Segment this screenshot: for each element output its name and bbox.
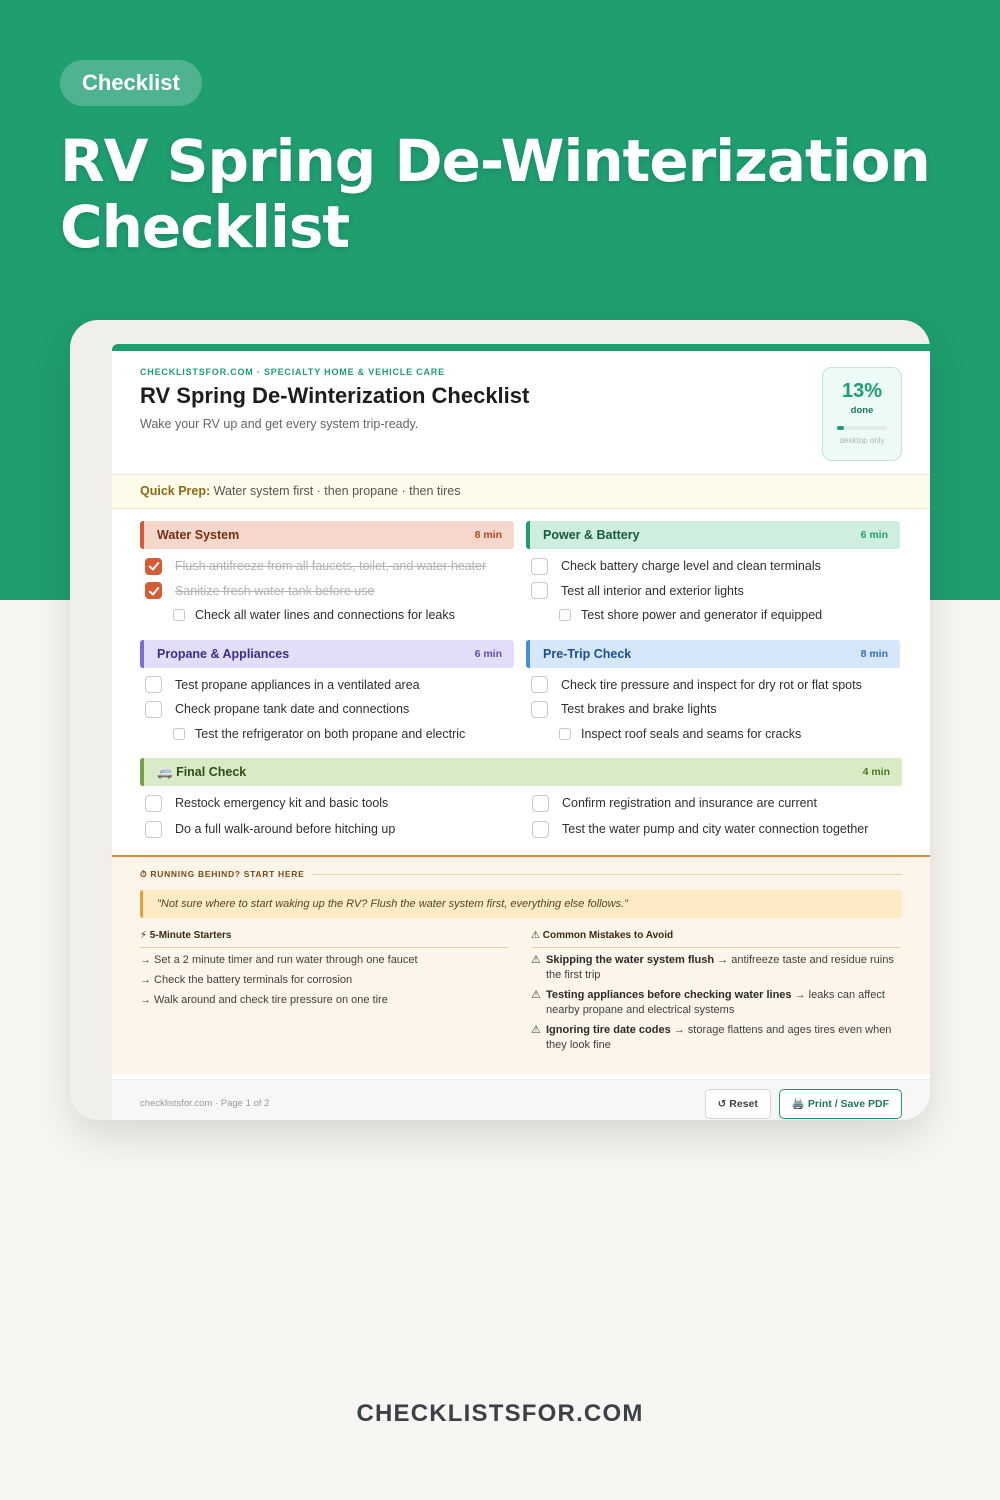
checklist-item[interactable] bbox=[526, 554, 900, 579]
progress-label: done bbox=[850, 405, 874, 416]
section-header bbox=[526, 521, 900, 549]
section-propane-appliances bbox=[140, 640, 514, 747]
warning-icon: ⚠ bbox=[531, 954, 541, 966]
checkbox[interactable] bbox=[531, 676, 548, 693]
checklist-item[interactable] bbox=[140, 603, 514, 628]
quick-prep-bar bbox=[112, 475, 930, 509]
running-behind-label bbox=[140, 869, 902, 880]
section-title: Power & Battery bbox=[543, 528, 640, 542]
checkbox-checked[interactable] bbox=[145, 558, 162, 575]
rv-icon: 🚐 bbox=[157, 764, 173, 779]
item-label: Inspect roof seals and seams for cracks bbox=[581, 726, 802, 741]
reset-button[interactable]: ↺ Reset bbox=[705, 1089, 771, 1119]
checkbox[interactable] bbox=[532, 821, 549, 838]
checkbox[interactable] bbox=[145, 701, 162, 718]
item-label: Test shore power and generator if equipped bbox=[581, 608, 823, 623]
checklist-item[interactable] bbox=[526, 697, 900, 722]
checklist-card bbox=[112, 344, 930, 1120]
checkbox[interactable] bbox=[145, 821, 162, 838]
item-label: Test propane appliances in a ventilated area bbox=[175, 677, 420, 692]
print-pdf-button[interactable]: 🖨️ Print / Save PDF bbox=[779, 1089, 902, 1119]
checklist-item[interactable] bbox=[140, 673, 514, 698]
item-label: Do a full walk-around before hitching up bbox=[175, 822, 396, 836]
item-label: Confirm registration and insurance are current bbox=[562, 796, 817, 810]
checkbox[interactable] bbox=[173, 609, 185, 621]
checkbox[interactable] bbox=[145, 676, 162, 693]
checkbox-checked[interactable] bbox=[145, 582, 162, 599]
checklist-item[interactable] bbox=[140, 579, 514, 604]
sections-area bbox=[112, 509, 930, 842]
mistakes-title: ⚠ Common Mistakes to Avoid bbox=[531, 930, 900, 948]
device-frame bbox=[70, 320, 930, 1120]
checkbox[interactable] bbox=[173, 728, 185, 740]
running-behind-text: ⏱ RUNNING BEHIND? START HERE bbox=[140, 869, 305, 879]
starters-title: ⚡ 5-Minute Starters bbox=[140, 930, 509, 948]
section-title: Final Check bbox=[176, 764, 247, 779]
progress-bar bbox=[837, 426, 887, 430]
section-title: Propane & Appliances bbox=[157, 646, 290, 661]
section-time: 6 min bbox=[860, 529, 888, 541]
card-header bbox=[112, 351, 930, 475]
card-subtitle: Wake your RV up and get every system trip-ready. bbox=[140, 417, 419, 431]
mistake-bold: Ignoring tire date codes bbox=[546, 1024, 671, 1036]
starter-item: → Set a 2 minute timer and run water through one faucet bbox=[140, 954, 418, 966]
checklist-item[interactable] bbox=[140, 554, 514, 579]
section-time: 8 min bbox=[860, 647, 888, 660]
item-label: Check tire pressure and inspect for dry rot or flat spots bbox=[561, 677, 862, 692]
section-power-battery bbox=[526, 521, 900, 628]
checkbox[interactable] bbox=[532, 795, 549, 812]
progress-percent: 13% bbox=[841, 380, 883, 402]
item-label: Sanitize fresh water tank before use bbox=[175, 583, 375, 598]
tip-quote: "Not sure where to start waking up the RV? Flush the water system first, everything else follows." bbox=[140, 890, 902, 918]
checklist-item[interactable] bbox=[140, 790, 527, 816]
section-time: 4 min bbox=[862, 766, 890, 778]
hero-title: RV Spring De-Winterization Checklist bbox=[60, 127, 930, 261]
site-footer-brand[interactable]: CHECKLISTSFOR.COM bbox=[356, 1400, 644, 1427]
checklist-item[interactable] bbox=[140, 816, 527, 842]
checklist-item[interactable] bbox=[526, 722, 900, 747]
section-pre-trip-check bbox=[526, 640, 900, 747]
running-behind-panel bbox=[112, 855, 930, 1075]
item-label: Restock emergency kit and basic tools bbox=[175, 796, 389, 810]
warning-icon: ⚠ bbox=[531, 989, 541, 1001]
progress-widget bbox=[822, 367, 902, 461]
item-label: Check propane tank date and connections bbox=[175, 702, 410, 717]
mistake-rest: → leaks can affect nearby propane and electrical systems bbox=[546, 989, 885, 1016]
item-label: Test brakes and brake lights bbox=[561, 702, 717, 717]
card-title: RV Spring De-Winterization Checklist bbox=[140, 383, 530, 408]
starter-item: → Check the battery terminals for corrosion bbox=[140, 974, 353, 986]
checklist-item[interactable] bbox=[526, 603, 900, 628]
quick-prep-text: Water system first · then propane · then tires bbox=[213, 484, 461, 498]
checklist-item[interactable] bbox=[527, 790, 901, 816]
item-label: Check all water lines and connections for leaks bbox=[195, 608, 455, 623]
category-pill: Checklist bbox=[60, 60, 202, 106]
checkbox[interactable] bbox=[559, 609, 571, 621]
section-title: Pre-Trip Check bbox=[543, 646, 632, 661]
checkbox[interactable] bbox=[531, 558, 548, 575]
section-time: 6 min bbox=[474, 647, 502, 660]
checkbox[interactable] bbox=[559, 728, 571, 740]
section-time: 8 min bbox=[474, 529, 502, 541]
section-final-check bbox=[140, 758, 902, 842]
item-label: Test all interior and exterior lights bbox=[561, 583, 744, 598]
checkbox[interactable] bbox=[531, 582, 548, 599]
warning-icon: ⚠ bbox=[531, 1024, 541, 1036]
checkbox[interactable] bbox=[145, 795, 162, 812]
checklist-item[interactable] bbox=[527, 816, 901, 842]
checklist-item[interactable] bbox=[526, 579, 900, 604]
section-header bbox=[526, 640, 900, 668]
item-label: Check battery charge level and clean terminals bbox=[561, 559, 821, 574]
mistake-bold: Skipping the water system flush bbox=[546, 954, 715, 966]
section-header bbox=[140, 640, 514, 668]
starter-item: → Walk around and check tire pressure on one tire bbox=[140, 994, 388, 1006]
section-title-wrap bbox=[157, 765, 246, 780]
section-water-system bbox=[140, 521, 514, 628]
mistake-bold: Testing appliances before checking water lines bbox=[546, 989, 792, 1001]
mistake-rest: → antifreeze taste and residue ruins the first trip bbox=[546, 954, 894, 981]
item-label: Flush antifreeze from all faucets, toilet, and water heater bbox=[175, 559, 487, 574]
section-title: Water System bbox=[157, 528, 240, 542]
progress-bar-fill bbox=[837, 426, 844, 430]
mistakes-column bbox=[531, 930, 900, 1053]
mistake-item bbox=[531, 1023, 900, 1053]
checkbox[interactable] bbox=[531, 701, 548, 718]
quick-prep-label: Quick Prep: bbox=[140, 484, 211, 498]
checklist-item[interactable] bbox=[140, 722, 514, 747]
mistake-item bbox=[531, 953, 900, 983]
checklist-item[interactable] bbox=[140, 697, 514, 722]
section-header bbox=[140, 758, 902, 786]
card-footer bbox=[112, 1079, 930, 1120]
item-label: Test the refrigerator on both propane and electric bbox=[195, 726, 466, 741]
section-header bbox=[140, 521, 514, 549]
mistake-rest: → storage flattens and ages tires even when they look fine bbox=[546, 1024, 892, 1051]
mistake-item bbox=[531, 988, 900, 1018]
page-indicator: checklistsfor.com · Page 1 of 2 bbox=[140, 1098, 270, 1109]
starters-column bbox=[140, 930, 509, 1053]
item-label: Test the water pump and city water connection together bbox=[562, 822, 869, 836]
brand-line: CHECKLISTSFOR.COM · SPECIALTY HOME & VEHICLE CARE bbox=[140, 367, 445, 377]
progress-note: desktop only bbox=[839, 436, 885, 445]
checklist-item[interactable] bbox=[526, 673, 900, 698]
